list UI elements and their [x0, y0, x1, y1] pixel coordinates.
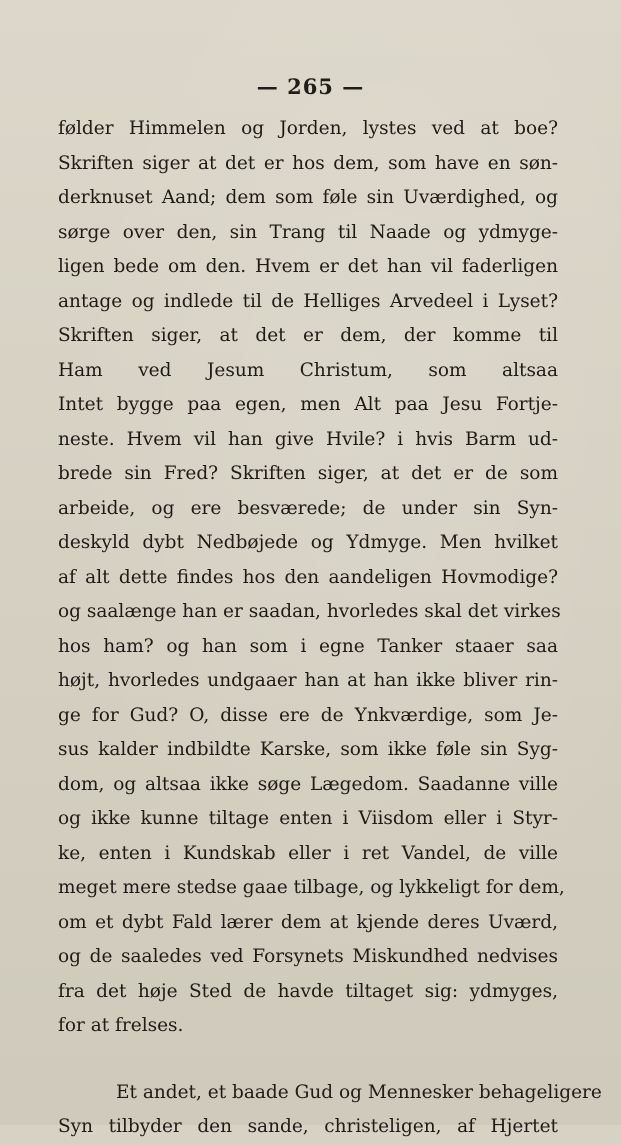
text-line: neste. Hvem vil han give Hvile? i hvis Barm ud-: [58, 428, 558, 450]
text-line: arbeide, og ere besværede; de under sin Syn-: [58, 497, 558, 519]
text-line: brede sin Fred? Skriften siger, at det er de som: [58, 463, 558, 484]
body-text: [58, 112, 602, 1145]
text-line: meget mere stedse gaae tilbage, og lykkeligt for dem,: [58, 877, 565, 898]
text-line: Skriften siger at det er hos dem, som have en søn-: [58, 152, 558, 174]
page-number: — 265 —: [256, 74, 365, 99]
text-line: ligen bede om den. Hvem er det han vil faderligen: [58, 256, 558, 277]
text-line: af alt dette findes hos den aandeligen Hovmodige?: [58, 566, 558, 588]
text-line: Intet bygge paa egen, men Alt paa Jesu Fortje-: [58, 394, 558, 415]
text-line: om et dybt Fald lærer dem at kjende deres Uværd,: [58, 911, 558, 933]
paragraph-gap: [58, 1044, 558, 1076]
text-line: dom, og altsaa ikke søge Lægedom. Saadanne ville: [58, 773, 558, 795]
text-line: og saalænge han er saadan, hvorledes skal det virkes: [58, 601, 561, 622]
text-line: Et andet, et baade Gud og Mennesker behageligere: [116, 1081, 602, 1103]
text-line: Skriften siger, at det er dem, der komme til: [58, 325, 558, 346]
text-line: hos ham? og han som i egne Tanker staaer saa: [58, 635, 558, 657]
text-line: Syn tilbyder den sande, christeligen, af Hjertet: [58, 1116, 558, 1137]
text-line: følder Himmelen og Jorden, lystes ved at boe?: [58, 118, 558, 139]
paragraph: [58, 1076, 602, 1145]
text-line: derknuset Aand; dem som føle sin Uværdighed, og: [58, 187, 558, 208]
text-line: sørge over den, sin Trang til Naade og ydmyge-: [58, 221, 558, 243]
text-line: ge for Gud? O, disse ere de Ynkværdige, som Je-: [58, 704, 558, 726]
text-line: og ikke kunne tiltage enten i Viisdom eller i Styr-: [58, 808, 558, 829]
text-line: og de saaledes ved Forsynets Miskundhed nedvises: [58, 946, 558, 967]
paragraph: [58, 112, 565, 1044]
text-line: antage og indlede til de Helliges Arvedeel i Lyset?: [58, 290, 558, 312]
text-line: højt, hvorledes undgaaer han at han ikke bliver rin-: [58, 670, 558, 691]
text-line: for at frelses.: [58, 1015, 184, 1036]
text-line: ke, enten i Kundskab eller i ret Vandel, de ville: [58, 842, 558, 864]
text-line: fra det høje Sted de havde tiltaget sig: ydmyges,: [58, 980, 558, 1002]
text-line: Ham ved Jesum Christum, som altsaa: [58, 359, 558, 381]
text-line: sus kalder indbildte Karske, som ikke føle sin Syg-: [58, 739, 558, 760]
text-line: deskyld dybt Nedbøjede og Ydmyge. Men hvilket: [58, 532, 558, 553]
